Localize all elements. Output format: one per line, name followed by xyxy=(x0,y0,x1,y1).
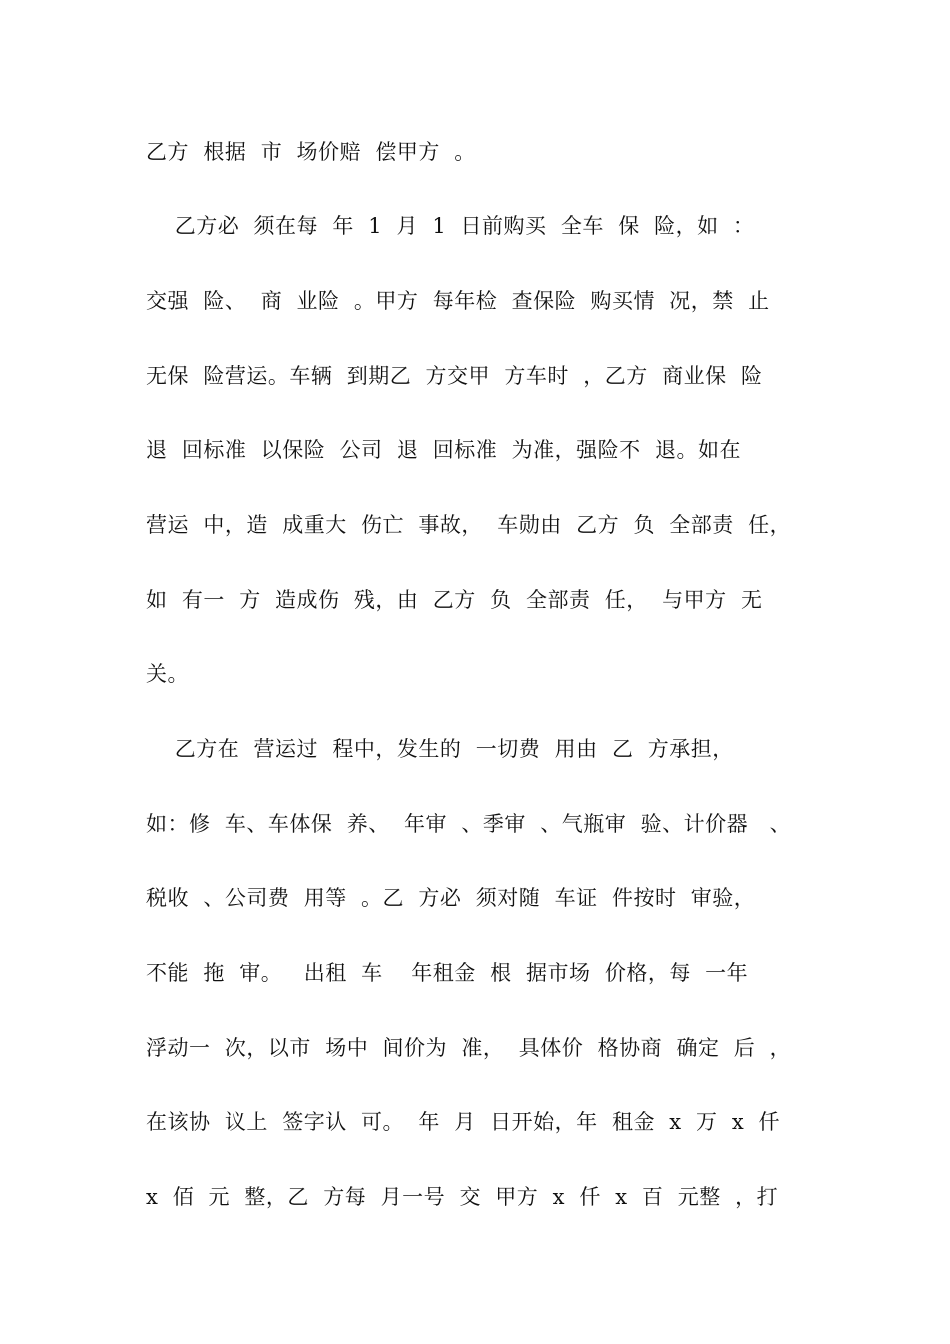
text-line-7: 如 有一 方 造成伤 残，由 乙方 负 全部责 任， 与甲方 无 xyxy=(146,588,763,612)
text-line-9: 乙方在 营运过 程中，发生的 一切费 用由 乙 方承担， xyxy=(146,737,734,761)
text-line-12: 不能 拖 审。 出租 车 年租金 根 据市场 价格，每 一年 xyxy=(146,961,749,985)
text-line-2: 乙方必 须在每 年 1 月 1 日前购买 全车 保 险，如 ： xyxy=(146,214,755,238)
text-line-15: x 佰 元 整，乙 方每 月一号 交 甲方 x 仟 x 百 元整 ，打 xyxy=(146,1185,779,1209)
text-line-6: 营运 中，造 成重大 伤亡 事故， 车勋由 乙方 负 全部责 任， xyxy=(146,513,792,537)
text-line-10: 如：修 车、车体保 养、 年审 、季审 、气瓶审 验、计价器 、 xyxy=(146,812,792,836)
text-line-8: 关。 xyxy=(146,662,189,686)
text-line-5: 退 回标准 以保险 公司 退 回标准 为准，强险不 退。如在 xyxy=(146,438,741,462)
text-line-14: 在该协 议上 签字认 可。 年 月 日开始，年 租金 x 万 x 仟 xyxy=(146,1110,781,1134)
text-line-11: 税收 、公司费 用等 。乙 方必 须对随 车证 件按时 审验， xyxy=(146,886,756,910)
text-line-3: 交强 险、 商 业险 。甲方 每年检 查保险 购买情 况，禁 止 xyxy=(146,289,770,313)
text-line-13: 浮动一 次，以市 场中 间价为 准， 具体价 格协商 确定 后 ， xyxy=(146,1036,792,1060)
text-line-4: 无保 险营运。车辆 到期乙 方交甲 方车时 ，乙方 商业保 险 xyxy=(146,364,763,388)
text-line-1: 乙方 根据 市 场价赔 偿甲方 。 xyxy=(146,140,476,164)
